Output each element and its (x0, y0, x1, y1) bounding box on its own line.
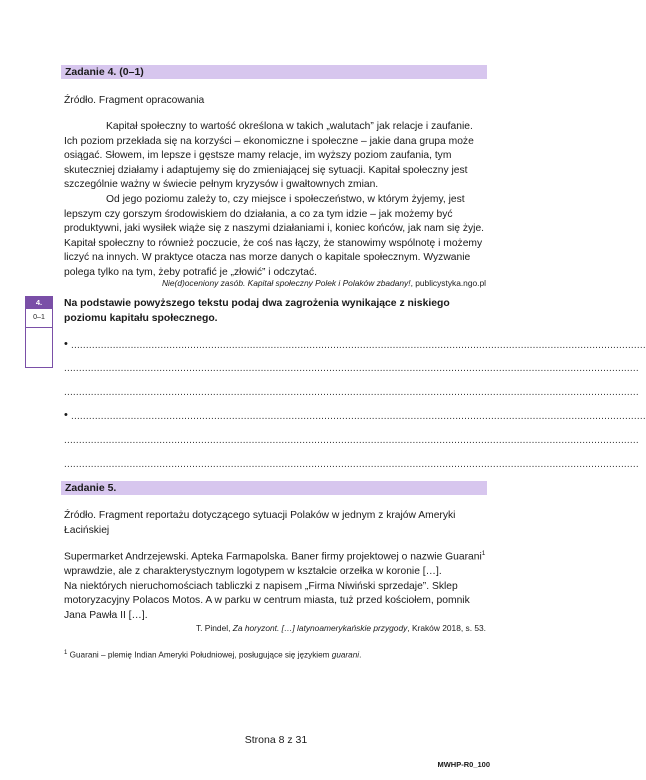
task5-source-text (64, 547, 504, 623)
task5-header: Zadanie 5. (65, 482, 117, 494)
answer-line-6[interactable]: ................................................................................................................................................................................................. (64, 459, 639, 470)
citation-title: Nie(d)oceniony zasób. Kapitał społeczny Polek i Polaków zbadany! (161, 278, 411, 288)
page-number: Strona 8 z 31 (244, 734, 308, 746)
task4-question (64, 297, 494, 326)
document-code: MWHP-R0_100 (437, 760, 490, 769)
footnote: $^1$ Guarani – plemię Indian Ameryki Południowej, posługujące się językiem guarani. (64, 650, 362, 660)
task-number-box (25, 296, 53, 368)
paragraph-line: Jana Pawła II […]. (64, 609, 148, 621)
task4-header: Zadanie 4. (0–1) (65, 66, 144, 78)
question-line: poziomu kapitału społecznego. (64, 312, 218, 324)
paragraph-line: Ich poziom przekłada się na korzyści – ekonomiczne i społeczne – jakie dana grupa może (64, 135, 474, 147)
paragraph-line: motoryzacyjny Polacos Motos. A w parku w centrum miasta, tuż przed kościołem, pomnik (64, 595, 470, 607)
task4-header-bar (61, 65, 487, 79)
paragraph-line: Na niektórych nieruchomościach tabliczki z napisem „Firma Niwiński sprzedaje”. Sklep (64, 580, 458, 592)
answer-line-4[interactable]: ................................................................................................................................................................................................. (71, 411, 646, 422)
source-line: Łacińskiej (64, 524, 110, 536)
citation-source: , publicystyka.ngo.pl (410, 278, 486, 288)
paragraph-line: szczególnie ważny w świecie pełnym kryzysów i gwałtownych zmian. (64, 179, 379, 191)
paragraph-line: Kapitał społeczny to również poczucie, że coś nas łączy, że stanowimy wspólnotę i możemy (64, 237, 483, 249)
answer-line-2[interactable]: ................................................................................................................................................................................................. (64, 363, 639, 374)
paragraph-line: Supermarket Andrzejewski. Apteka Farmapolska. Baner firmy projektowej o nazwie Guarani$^1$ (64, 550, 486, 563)
footnote-number: 1 (64, 650, 68, 656)
question-line: Na podstawie powyższego tekstu podaj dwa zagrożenia wynikające z niskiego (64, 298, 450, 309)
bullet-2: • (64, 409, 68, 421)
paragraph-line: polega tylko na tym, żeby potrafić je „złowić” i odczytać. (64, 266, 317, 278)
citation-title: Za horyzont. […] latynoamerykańskie przygody (232, 623, 408, 633)
task5-citation: T. Pindel, Za horyzont. […] latynoamerykańskie przygody, Kraków 2018, s. 53. (195, 623, 486, 633)
paragraph-line: Kapitał społeczny to wartość określona w takich „walutach” jak relacje i zaufanie. (106, 121, 473, 132)
paragraph-line: wprawdzie, ale z charakterystycznym logotypem w kształcie orzełka w koronie […]. (64, 566, 442, 578)
answer-line-3[interactable]: ................................................................................................................................................................................................. (64, 387, 639, 398)
answer-line-1[interactable]: ................................................................................................................................................................................................. (71, 340, 646, 351)
task4-source-text (64, 120, 494, 281)
task5-header-bar (61, 481, 487, 495)
paragraph-line: Od jego poziomu zależy to, czy miejsce i społeczeństwo, w którym żyjemy, jest (106, 193, 465, 205)
paragraph-line: produktywni, jaki wysiłek wiąże się z naszymi działaniami i, koniec końców, jak nam się żyje. (64, 223, 485, 235)
source-line: Źródło. Fragment reportażu dotyczącego sytuacji Polaków w jednym z krajów Ameryki (64, 510, 456, 521)
task4-citation (162, 278, 486, 288)
footnote-mark: 1 (481, 550, 486, 557)
paragraph-line: lepszym czy gorszym środowiskiem do działania, a co za tym idzie – jak możemy być (64, 208, 453, 220)
bullet-1: • (64, 338, 68, 350)
task-points: 0–1 (26, 309, 52, 328)
answer-line-5[interactable]: ................................................................................................................................................................................................. (64, 435, 639, 446)
paragraph-line: liczyć na innych. W praktyce otacza nas morze danych o kapitale społecznym. Wyzwanie (64, 252, 471, 264)
task-number: 4. (26, 297, 52, 309)
task4-source-label: Źródło. Fragment opracowania (64, 95, 205, 106)
paragraph-line: skuteczniej działamy i adaptujemy się do zmieniającej się sytuacji. Kapitał społeczny jest (64, 164, 468, 176)
paragraph-line: osiągać. Słowem, im lepsze i gęstsze mamy relacje, im wyższy poziom zaufania, tym (64, 150, 452, 162)
task5-source-label (64, 509, 504, 538)
